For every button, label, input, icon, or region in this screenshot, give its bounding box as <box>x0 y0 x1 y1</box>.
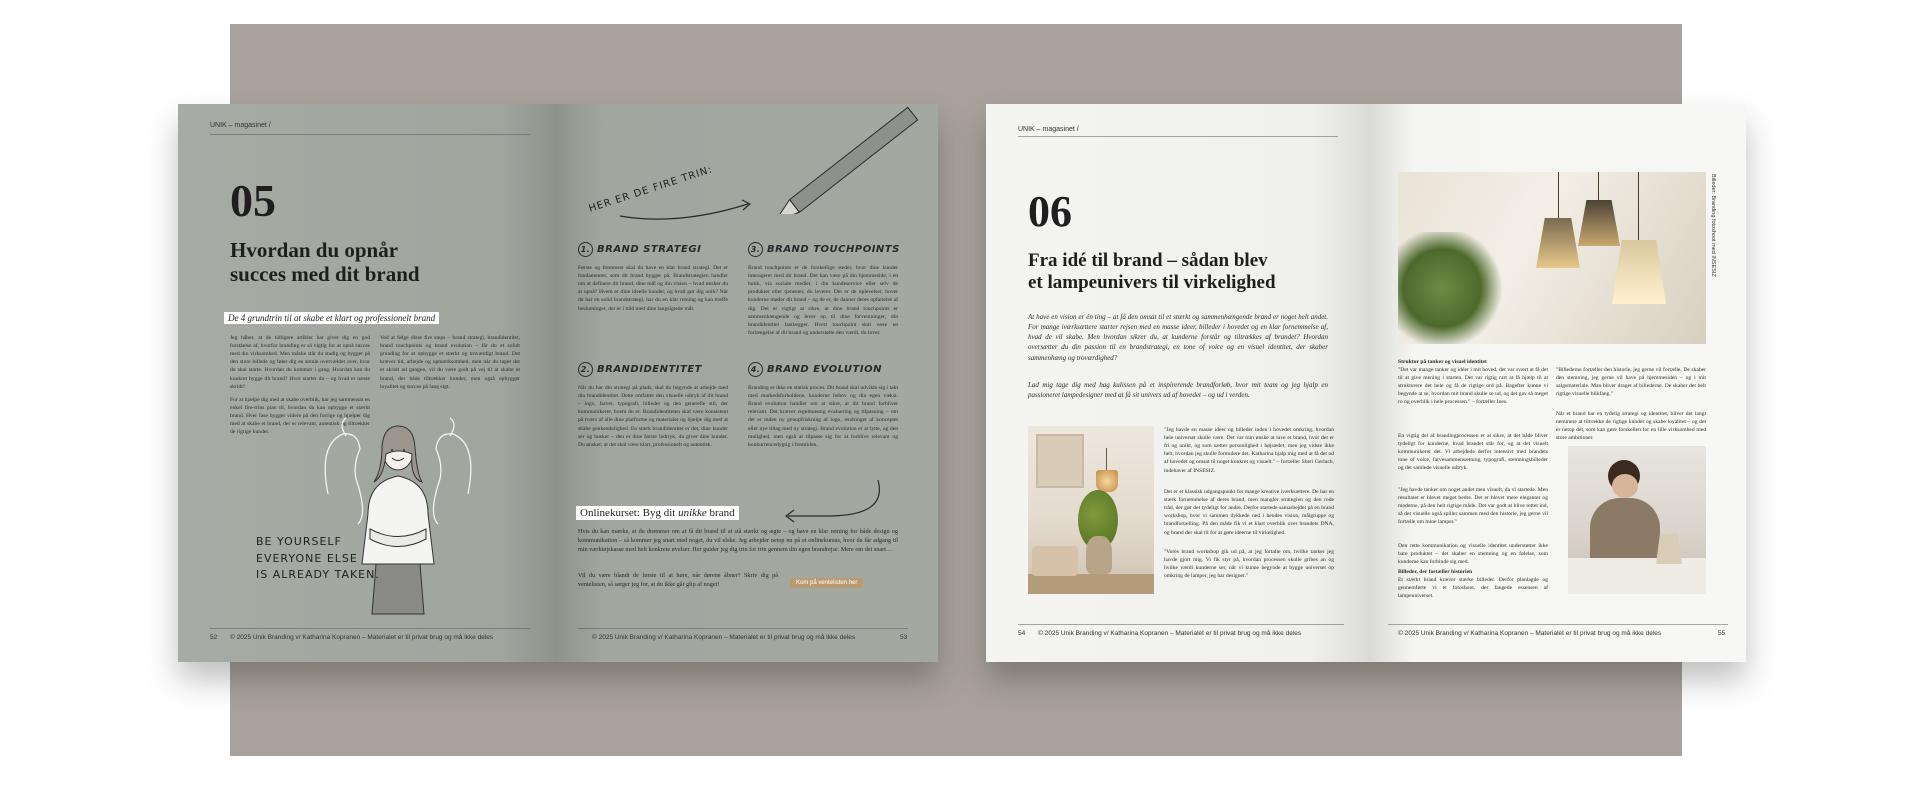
header-rule <box>1018 136 1338 137</box>
course-cta-text: Vil du være blandt de første til at høre, når dørene åbner? Skriv dig på ventelisten, så sørger jeg for, at du ikke går glip af noget! <box>578 572 778 588</box>
footer-rule <box>578 628 908 629</box>
column-b-text-1: "Billederne fortæller den historie, jeg gerne vil fortælle. De skaber den stemning, jeg gerne vil have på hjemmesiden – og i mit salgsmateriale. Man bliver draget af billederne. De skaber det helt rigtige visuelle blikfang." <box>1556 367 1706 398</box>
page-number-53: 53 <box>900 634 908 641</box>
lamp-shade-1 <box>1536 218 1580 268</box>
photo-credit: Billeder: Branding fotoshoot med INSESIZ <box>1710 174 1716 277</box>
copyright-footer: © 2025 Unik Branding v/ Katharina Kopranen – Materialet er til privat brug og må ikke deles <box>1398 630 1662 637</box>
article-subtitle: De 4 grundtrin til at skabe et klart og professionelt brand <box>224 312 439 324</box>
page-52 <box>178 104 558 662</box>
step-1-text: Første og fremmest skal du have en klar brand strategi. Det er fundamentet, som dit brand bygger på. Brandstrategien handler om at definere dit brand, dine mål og din vision – hvad ønsker du at opnå? Hvem er dine ideelle kunder, og hvad gør dig unik? Når du har en solid brandstrategi, har du en klar retning og kan træffe beslutninger, der er i tråd med dine langsigtede mål. <box>578 265 728 312</box>
interior-lamp-photo <box>1028 426 1154 594</box>
pencil-illustration <box>768 104 938 214</box>
footer-rule <box>1388 624 1728 625</box>
step-4-heading: 4. BRAND EVOLUTION <box>748 362 882 377</box>
chapter-number: 05 <box>230 175 276 226</box>
copyright-footer: © 2025 Unik Branding v/ Katharina Kopranen – Materialet er til privat brug og må ikke deles <box>230 634 494 641</box>
article-title: Hvordan du opnår succes med dit brand <box>230 238 420 287</box>
curved-arrow-icon <box>618 196 758 226</box>
cushion <box>1032 546 1078 576</box>
step-4-text: Branding er ikke en statisk proces. Dit brand skal udvikle sig i takt med markedsforholdene, kunderne behov og din egen vækst. Brand evolution handler om at sikre, at dit brand forbliver relevant. Det kræver regelmæssig evaluering og tilpasning – om det er inden ny genopfriskning af logo, ændringer af konceptet eller nye tiltag med ny strategi. Brand evolution er at lytte, og den mulighed, men også at tilpasse sig for at forblive relevant og konkurrencedygtig i fremtiden. <box>748 385 898 448</box>
quote-column-2: Det er et klassisk udgangspunkt for mange kreative iværksættere. De har en stærk fornemmelse af deres brand, men mangler strategien og den rode tråd, der gør det tydeligt for andre. Derfor startede samarbejdet på en brand workshop, hvor vi sammen dykkede ned i hendes vision, målgruppe og brandfortælling. På den måde fik vi et klart overblik over brandets DNA, og brand der skal til for at gøre ideerne til virkelighed. <box>1164 489 1334 536</box>
page-53 <box>558 104 938 662</box>
footer-rule <box>1018 624 1344 625</box>
lamp-shade-3 <box>1612 240 1666 304</box>
step-1-heading: 1. BRAND STRATEGI <box>578 242 701 257</box>
column-a-text-5: Et stærkt brand kræver stærke billeder. Derfor planlagde og gennemførte vi et fotoshoot, der fangede essensen af lampeuniverset. <box>1398 577 1548 600</box>
step-2-heading: 2. BRANDIDENTITET <box>578 362 702 377</box>
waitlist-button[interactable]: Kom på ventelisten her <box>790 578 863 588</box>
intro-column-1: Jeg håber, at de tidligere artikler har givet dig en god forståelse af, hvorfor branding er så vigtig for at opnå succes med din virksomhed. Men måske står du stadig og bygger på den store billede og føler dig en smule overvældet over, hvor du skal starte. Hvordan du kommer i gang. Hvordan kan du konkret bygge dit brand? Hvor starter du – og hvad er næste skridt? For at hjælpe dig med at skabe overblik, har jeg sammensat en enkel fire-trins plan til, hvordan du kan opbygge et stærkt brand. Hver fase bygger videre på den forrige og hjælper dig med at skabe et brand, der er relevant, autentisk og tiltrækker de rigtige kunder. <box>230 335 370 436</box>
running-head: UNIK – magasinet / <box>1018 126 1079 133</box>
copyright-footer: © 2025 Unik Branding v/ Katharina Kopranen – Materialet er til privat brug og må ikke deles <box>592 634 856 641</box>
plant-leaves <box>1398 232 1508 344</box>
footer-rule <box>210 628 530 629</box>
column-a-text-3: "Jeg havde tanker om noget andet men visuelt, da vi startede. Men resultatet er blevet meget bedre. Det er blevet mere eleganter og moderne, på den helt rigtige måde. Det var godt at blive rettet ind, så det visuelle også spiller sammen med den historie, jeg gerne vil fortælle om mine lamper." <box>1398 487 1548 526</box>
lamp-shade-2 <box>1578 200 1620 246</box>
copyright-footer: © 2025 Unik Branding v/ Katharina Kopranen – Materialet er til privat brug og må ikke deles <box>1038 630 1302 637</box>
lamp-on-table <box>1656 534 1682 564</box>
column-a-text-1: "Det var mange tanker og idéer i mit hoved, det var svært at få det til at give mening i starten. Det var rigtig rart at få hjælp til at strukturere det hele og få de rigtige ord på. Bagefter kunne vi begynde at se, hvordan mit brand skulle se ud, og det gav så meget ro og overblik i hele processen." – fortæller Ines. <box>1398 367 1548 406</box>
handwritten-quote: BE YOURSELF EVERYONE ELSE IS ALREADY TAKEN. <box>256 535 380 581</box>
step-3-heading: 3. BRAND TOUCHPOINTS <box>748 242 900 257</box>
column-b-text-2: Når et brand har en tydelig strategi og identitet, bliver det langt nemmere at tiltrække de rigtige kunder og skabe loyalitet – og det er netop dét, som kan gøre forskellen for en lille virksomhed med store ambitioner. <box>1556 411 1706 442</box>
page-55 <box>1368 104 1746 662</box>
step-3-text: Brand touchpoints er de forskellige steder, hvor dine kunder interagerer med dit brand. Det kan være på din hjemmeside, i en butik, via sociale medier, i din kundeservice eller selv de produkter eller tjenester, du leverer. Det er de oplevelser, hover kunderne møder dit brand – og de er, de danner deres opfattelse af dig. Det er vigtigt at sikre, at dine brand touchpoints er sammenhængende og lever op til dine forventninger, din brandidentitet fastlægger. Hvert touchpoint skal være en forlængelse af dit brand og understøtte den værdi, du lover. <box>748 265 898 336</box>
quote-column-3: "Vores brand workshop gik ud på, at jeg fortalte om, hvilke tanker jeg havde gjort mig. Vi fik styr på, hvordan processen skulle gribes an og hvilke værdi kunderne ser, når vi kunne begynde at bygge universet op omkring de lamper, jeg har designet." <box>1164 549 1334 580</box>
course-heading: Onlinekurset: Byg dit unikke brand <box>576 506 739 520</box>
work-table <box>1568 558 1706 594</box>
bench <box>1028 574 1154 594</box>
woman-strong-arms-illustration <box>298 404 498 644</box>
page-number-52: 52 <box>210 634 218 641</box>
article-lead-2: Lad mig tage dig med bag kulissen på et inspirerende brandforløb, hvor mit team og jeg hjalp en passioneret lampedesigner med at få sit univers ud af hovedet – og ud i verden. <box>1028 381 1328 400</box>
section-heading-images: Billeder, der fortæller historien <box>1398 569 1473 575</box>
quote-column-1: "Jeg havde en masse ideer og billeder inden i hovedet omkring, hvordan hele universet skulle være. Det var min ønske at lave et brand, hvor det er fri og unikt, og som sætter personlighed i højsædet, men jeg vidste ikke helt, hvordan jeg skulle formulere det. Katharina hjalp mig med at få det ud af hovedet og omsat til noget konkret og visuelt." – fortæller Sheri Gerlach, indehaver af INSESIZ. <box>1164 427 1334 474</box>
curved-arrow-to-course-icon <box>778 476 888 526</box>
course-text: Hvis du kan mærke, at du drømmer om at få dit brand til at stå stærkt og ægte – og have en klar retning for både design og kommunikation – så kommer jeg snart med noget, du vil elske. Jeg arbejder netop nu på et onlinekursus, hvor du får adgang til min værktøjskasse med helt konkrete øvelser. Her guider jeg dig trin for trin gennem din egen brandrejse. Mere om det snart… <box>578 528 898 553</box>
step-2-text: Når du har din strategi på plads, skal du begynde at arbejde med din brandidentitet. Dette omfatter den visuelle udtryk af dit brand – logo, farver, typografi, billeder og den generelle stil, der kommunikerer, hvem du er. Brandidentiteten skal være konsistent på tværs af alle dine platforme og materialer og hjælpe dig med at skabe genkendelighed. En stærk brandidentitet er det, dine kunder ser og husker – den er dine første indtryk, du giver dine kunder. Du ønsker, at det skal være klart, professionelt og autentisk. <box>578 385 728 448</box>
magazine-spread-left <box>178 104 938 662</box>
magazine-spread-right <box>986 104 1746 662</box>
person-face <box>1612 474 1638 498</box>
lamp-shade <box>1096 470 1118 492</box>
designer-at-work-photo <box>1568 446 1706 594</box>
running-head: UNIK – magasinet / <box>210 122 271 129</box>
section-heading-structure: Struktur på tanker og visuel identitet <box>1398 359 1487 365</box>
article-title: Fra idé til brand – sådan blev et lampeunivers til virkelighed <box>1028 250 1276 293</box>
column-a-text-2: En vigtig del af brandingprocessen er at sikre, at det både bliver tydeligt for kunderne, hvad brandet står for, og at det visuelt kommunikerer det. Vi arbejdede derfor intensivt med brandets tone of voice, farvesammensætning, typografi, stemningsbilleder og det samlede visuelle udtryk. <box>1398 433 1548 472</box>
column-a-text-4: Den rette kommunikation og visuelle identitet understøtter ikke bare produktet – det skaber en stemning og en følelse, som kunderne kan forbinde sig med. <box>1398 543 1548 566</box>
page-number-55: 55 <box>1718 630 1726 637</box>
vase <box>1086 536 1112 574</box>
page-54 <box>986 104 1368 662</box>
pendant-lamps-photo <box>1398 172 1706 344</box>
wall-art <box>1036 434 1084 488</box>
header-rule <box>210 134 530 135</box>
chapter-number: 06 <box>1028 187 1072 236</box>
page-number-54: 54 <box>1018 630 1026 637</box>
handwritten-heading: HER ER DE FIRE TRIN: <box>587 164 715 215</box>
intro-column-2: Ved at følge disse fire steps – brand strategi, brandidentitet, brand touchpoints og brand evolution – får du et solidt grundlag for at opbygge et stærkt og troværdigt brand. Det kræver tid, arbejde og opmærksomhed, men når du tager det et skridt ad gangen, vil du være godt på vej til at skabe et brand, der både tiltrækker kunder, men også opbygger loyalitet og succes på lang sigt. <box>380 335 520 390</box>
article-lead: At have en vision er én ting – at få den omsat til et stærkt og sammenhængende brand er noget helt andet. For mange iværksættere starter rejsen med en masse ideer, billeder i hovedet og en klar fornemmelse af, hvad de vil skabe. Men hvordan sikrer du, at kunderne forstår og tiltrækkes af brandet? Hvordan oversætter du din passion til en brandstrategi, en tone of voice og en visuel identitet, der skaber sammenhæng og troværdighed? <box>1028 313 1328 362</box>
